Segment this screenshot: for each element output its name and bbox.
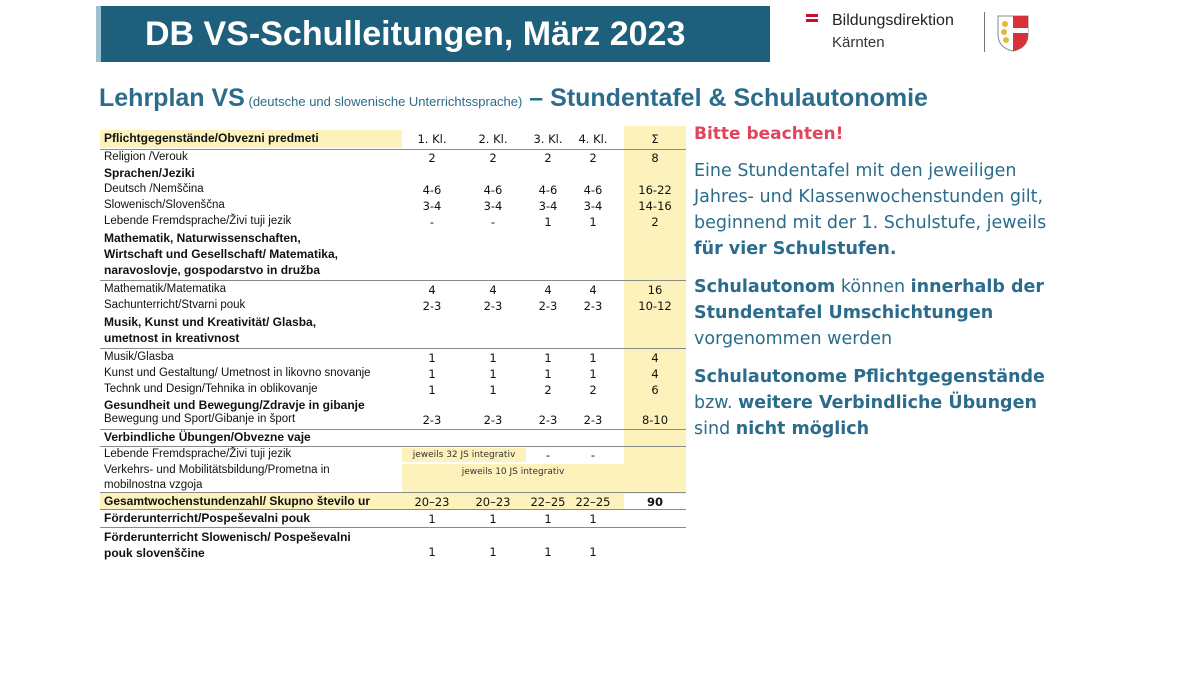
cell-k3: 4 [544, 283, 552, 297]
note-paragraph-1 [694, 158, 1074, 262]
row-label-line2: pouk slovenščine [104, 546, 205, 560]
row-label: Gesamtwochenstundenzahl/ Skupno število ur [104, 494, 371, 508]
row-label: Mathematik/Matematika [104, 283, 227, 295]
cell-k3: - [545, 448, 551, 462]
cell-k1: 1 [428, 367, 436, 381]
cell-k4: 1 [589, 545, 597, 559]
row-label: Kunst und Gestaltung/ Umetnost in likovno snovanje [104, 367, 371, 379]
note-text: können [835, 277, 911, 297]
cell-k1: 4 [428, 283, 436, 297]
column-header-k3: 3. Kl. [533, 132, 563, 146]
coat-of-arms-icon [996, 14, 1030, 52]
cell-k4: 3-4 [583, 199, 603, 213]
cell-k4: 22–25 [575, 495, 611, 509]
row-label: Bewegung und Sport/Gibanje in šport [104, 413, 296, 425]
cell-k2: 4 [489, 283, 497, 297]
cell-k4: 1 [589, 512, 597, 526]
row-label: Deutsch /Nemščina [104, 183, 204, 195]
section-label: Verbindliche Übungen/Obvezne vaje [104, 430, 311, 444]
note-paragraph-2 [694, 274, 1074, 352]
cell-k4: 1 [589, 367, 597, 381]
row-label-line1: Förderunterricht Slowenisch/ Pospeševalni [104, 530, 351, 544]
org-name-line2: Kärnten [832, 34, 885, 51]
cell-k3: 2 [544, 151, 552, 165]
note-emphasis: Schulautonom [694, 277, 836, 297]
cell-k4: - [590, 448, 596, 462]
row-divider [100, 149, 686, 150]
row-label-line1: Verkehrs- und Mobilitätsbildung/Prometna in [104, 464, 330, 476]
cell-sum: 8-10 [641, 413, 669, 427]
row-label: Lebende Fremdsprache/Živi tuji jezik [104, 215, 292, 227]
cell-sum: 2 [651, 215, 659, 229]
cell-k2: 4-6 [483, 183, 503, 197]
title-bar [96, 6, 770, 62]
section-label: Gesundheit und Bewegung/Zdravje in gibanje [104, 398, 365, 412]
curriculum-table [100, 126, 686, 566]
cell-k1: 2-3 [422, 299, 442, 313]
cell-k2: 20–23 [475, 495, 511, 509]
row-label: Musik/Glasba [104, 351, 174, 363]
cell-k3: 1 [544, 367, 552, 381]
page-title: DB VS-Schulleitungen, März 2023 [145, 15, 686, 53]
cell-k4: 4 [589, 283, 597, 297]
row-label: Technk und Design/Tehnika in oblikovanje [104, 383, 318, 395]
section-label-line2: Wirtschaft und Gesellschaft/ Matematika, [104, 247, 338, 261]
cell-k1: 1 [428, 383, 436, 397]
section-label-line2: umetnost in kreativnost [104, 331, 240, 345]
note-text: bzw. [694, 393, 739, 413]
row-label-line2: mobilnostna vzgoja [104, 479, 203, 491]
cell-k2: 1 [489, 545, 497, 559]
row-label: Förderunterricht/Pospeševalni pouk [104, 511, 311, 525]
subtitle-note: (deutsche und slowenische Unterrichtssprache) [244, 94, 523, 109]
cell-sum: 14-16 [638, 199, 672, 213]
cell-k1: 1 [428, 351, 436, 365]
cell-k3: 1 [544, 512, 552, 526]
cell-k3: 1 [544, 215, 552, 229]
logo-divider [984, 12, 985, 52]
cell-k2: 1 [489, 512, 497, 526]
cell-k4: 2 [589, 151, 597, 165]
cell-k2: 1 [489, 383, 497, 397]
cell-k2: 3-4 [483, 199, 503, 213]
row-divider [100, 509, 686, 510]
row-divider [100, 492, 686, 493]
column-header-sum: Σ [651, 132, 659, 146]
cell-k1: 2 [428, 151, 436, 165]
cell-k2: 1 [489, 351, 497, 365]
cell-k3: 3-4 [538, 199, 558, 213]
cell-k1: 4-6 [422, 183, 442, 197]
cell-k3: 2-3 [538, 413, 558, 427]
span-note: jeweils 10 JS integrativ [402, 464, 624, 492]
row-label: Slowenisch/Slovenščna [104, 199, 225, 211]
row-divider [100, 446, 686, 447]
note-emphasis: Schulautonome Pflichtgegenstände [694, 367, 1045, 387]
cell-sum: 4 [651, 351, 659, 365]
cell-sum: 10-12 [638, 299, 672, 313]
cell-k1: - [429, 215, 435, 229]
note-text: vorgenommen werden [694, 329, 893, 349]
cell-k2: 2-3 [483, 413, 503, 427]
section-label-line1: Mathematik, Naturwissenschaften, [104, 231, 301, 245]
note-text: sind [694, 419, 736, 439]
cell-k1: 20–23 [414, 495, 450, 509]
column-header-k1: 1. Kl. [417, 132, 447, 146]
slide-subtitle [99, 84, 928, 113]
slide [84, 4, 1076, 566]
cell-sum: 16 [647, 283, 663, 297]
cell-k4: 2-3 [583, 413, 603, 427]
cell-sum: 4 [651, 367, 659, 381]
row-divider [100, 280, 686, 281]
cell-k3: 22–25 [530, 495, 566, 509]
row-label: Religion /Verouk [104, 151, 188, 163]
row-divider [100, 348, 686, 349]
cell-k4: 1 [589, 351, 597, 365]
row-label: Sachunterricht/Stvarni pouk [104, 299, 246, 311]
cell-k4: 2 [589, 383, 597, 397]
cell-k1: 1 [428, 512, 436, 526]
row-label: Lebende Fremdsprache/Živi tuji jezik [104, 448, 292, 460]
cell-sum: 8 [651, 151, 659, 165]
cell-k3: 1 [544, 351, 552, 365]
flag-icon [806, 14, 818, 17]
note-emphasis: nicht möglich [735, 419, 870, 439]
section-label-line1: Musik, Kunst und Kreativität/ Glasba, [104, 315, 317, 329]
note-emphasis: innerhalb der Stundentafel Umschichtungen [694, 277, 1044, 323]
column-header-k4: 4. Kl. [578, 132, 608, 146]
cell-k1: 3-4 [422, 199, 442, 213]
cell-k3: 4-6 [538, 183, 558, 197]
cell-k3: 2-3 [538, 299, 558, 313]
cell-k4: 1 [589, 215, 597, 229]
cell-sum: 90 [646, 495, 663, 509]
cell-k1: 1 [428, 545, 436, 559]
section-label-line3: naravoslovje, gospodarstvo in družba [104, 263, 321, 277]
subtitle-topic: – Stundentafel & Schulautonomie [522, 84, 928, 112]
cell-sum: 6 [651, 383, 659, 397]
cell-sum: 16-22 [638, 183, 672, 197]
column-header-subject: Pflichtgegenstände/Obvezni predmeti [104, 131, 319, 145]
row-divider [100, 527, 686, 528]
cell-k3: 2 [544, 383, 552, 397]
cell-k2: 2 [489, 151, 497, 165]
cell-k2: 2-3 [483, 299, 503, 313]
cell-k4: 2-3 [583, 299, 603, 313]
warning-heading: Bitte beachten! [694, 124, 844, 144]
org-name-line1: Bildungsdirektion [832, 12, 954, 29]
org-logo [806, 10, 1038, 58]
note-text: Eine Stundentafel mit den jeweiligen Jahres- und Klassenwochenstunden gilt, beginnend mit der 1. Schulstufe, jeweils [694, 161, 1047, 233]
cell-k2: - [490, 215, 496, 229]
subtitle-main: Lehrplan VS [99, 84, 245, 112]
cell-k3: 1 [544, 545, 552, 559]
flag-stripe [806, 19, 818, 22]
note-paragraph-3 [694, 364, 1074, 442]
cell-k2: 1 [489, 367, 497, 381]
section-label: Sprachen/Jeziki [104, 166, 195, 180]
note-emphasis: für vier Schulstufen. [694, 239, 897, 259]
cell-k1: 2-3 [422, 413, 442, 427]
note-emphasis: weitere Verbindliche Übungen [738, 393, 1037, 413]
span-note: jeweils 32 JS integrativ [402, 448, 526, 462]
notes-panel [694, 124, 1074, 454]
cell-k4: 4-6 [583, 183, 603, 197]
column-header-k2: 2. Kl. [478, 132, 508, 146]
